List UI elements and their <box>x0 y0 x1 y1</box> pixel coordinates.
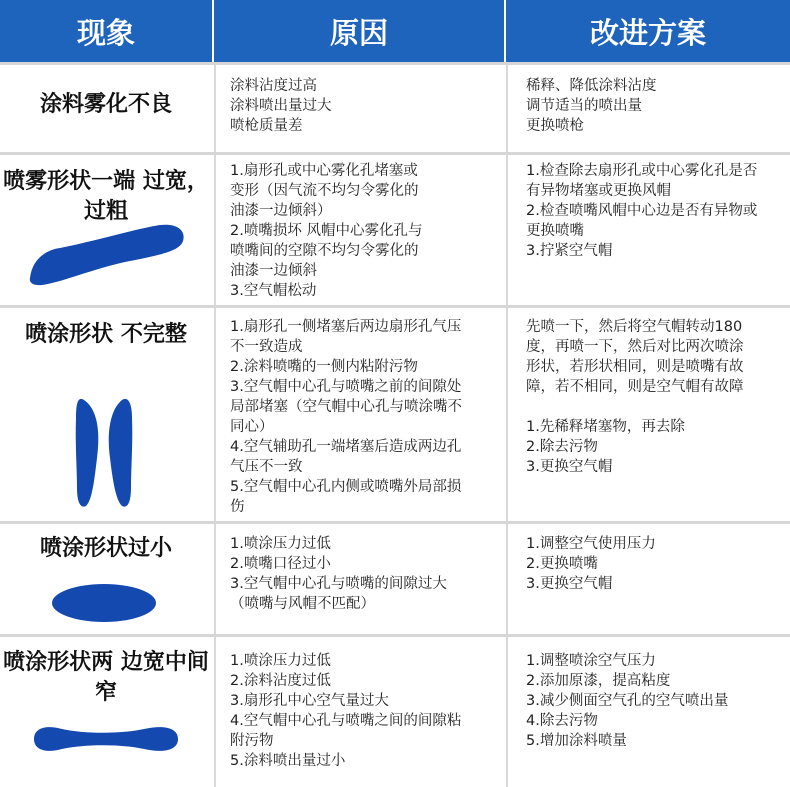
symptom-text: 涂料雾化不良 <box>39 92 172 117</box>
spray-pattern-incomplete-icon <box>0 308 212 521</box>
cause-cell <box>214 637 506 787</box>
symptom-cell <box>0 524 212 634</box>
solution-text: 1.检查除去扇形孔或中心雾化孔是否 有异物堵塞或更换风帽 2.检查喷嘴风帽中心边是否有异物或 更换喷嘴 3.拧紧空气帽 <box>526 163 758 259</box>
symptom-text: 喷雾形状一端 过宽，过粗 <box>3 169 209 224</box>
spray-pattern-small-icon <box>0 524 212 634</box>
table-row <box>0 155 790 305</box>
header-solution: 改进方案 <box>506 0 790 62</box>
solution-text: 1.调整喷涂空气压力 2.添加原漆，提高粘度 3.减少侧面空气孔的空气喷出量 4.除去污物 5.增加涂料喷量 <box>526 653 729 749</box>
cause-cell <box>214 308 506 521</box>
cause-cell <box>214 65 506 152</box>
symptom-cell <box>0 65 212 152</box>
symptom-cell <box>0 155 212 305</box>
table-row <box>0 524 790 634</box>
symptom-cell <box>0 637 212 787</box>
cause-text: 1.扇形孔或中心雾化孔堵塞或 变形（因气流不均匀令雾化的 油漆一边倾斜） 2.喷嘴损坏 风帽中心雾化孔与 喷嘴间的空隙不均匀令雾化的 油漆一边倾斜 3.空气帽松动 <box>230 163 423 299</box>
solution-text: 稀释、降低涂料沾度 调节适当的喷出量 更换喷枪 <box>526 78 657 134</box>
solution-cell <box>506 65 790 152</box>
table-row <box>0 308 790 521</box>
cause-text: 1.喷涂压力过低 2.涂料沾度过低 3.扇形孔中心空气量过大 4.空气帽中心孔与喷嘴之间的间隙粘 附污物 5.涂料喷出量过小 <box>230 653 462 769</box>
header-symptom: 现象 <box>0 0 212 62</box>
symptom-text: 喷涂形状过小 <box>39 536 172 561</box>
solution-cell <box>506 524 790 634</box>
symptom-text: 喷涂形状 不完整 <box>25 322 187 347</box>
table-row <box>0 637 790 787</box>
symptom-cell <box>0 308 212 521</box>
table-header <box>0 0 790 62</box>
solution-cell <box>506 155 790 305</box>
solution-text: 1.调整空气使用压力 2.更换喷嘴 3.更换空气帽 <box>526 536 656 592</box>
solution-text: 先喷一下，然后将空气帽转动180 度，再喷一下，然后对比两次喷涂 形状，若形状相同，则是喷嘴有故 障，若不相同，则是空气帽有故障 1.先稀释堵塞物，再去除 2.除去污物 3.更换空气帽 <box>526 319 744 475</box>
cause-text: 1.扇形孔一侧堵塞后两边扇形孔气压 不一致造成 2.涂料喷嘴的一侧内粘附污物 3.空气帽中心孔与喷嘴之前的间隙处 局部堵塞（空气帽中心孔与喷涂嘴不 同心） 4.空气辅助孔一端堵塞后造成两边孔 气压不一致 5.空气帽中心孔内侧或喷嘴外局部损 伤 <box>230 319 462 515</box>
cause-text: 涂料沾度过高 涂料喷出量过大 喷枪质量差 <box>230 78 332 134</box>
spray-pattern-wide-end-icon <box>0 155 212 305</box>
table-row <box>0 65 790 152</box>
solution-cell <box>506 637 790 787</box>
solution-cell <box>506 308 790 521</box>
cause-cell <box>214 524 506 634</box>
cause-text: 1.喷涂压力过低 2.喷嘴口径过小 3.空气帽中心孔与喷嘴的间隙过大 （喷嘴与风帽不匹配） <box>230 536 447 612</box>
header-cause: 原因 <box>214 0 504 62</box>
symptom-text: 喷涂形状两 边宽中间窄 <box>3 650 209 705</box>
spray-pattern-narrow-middle-icon <box>0 637 212 787</box>
cause-cell <box>214 155 506 305</box>
